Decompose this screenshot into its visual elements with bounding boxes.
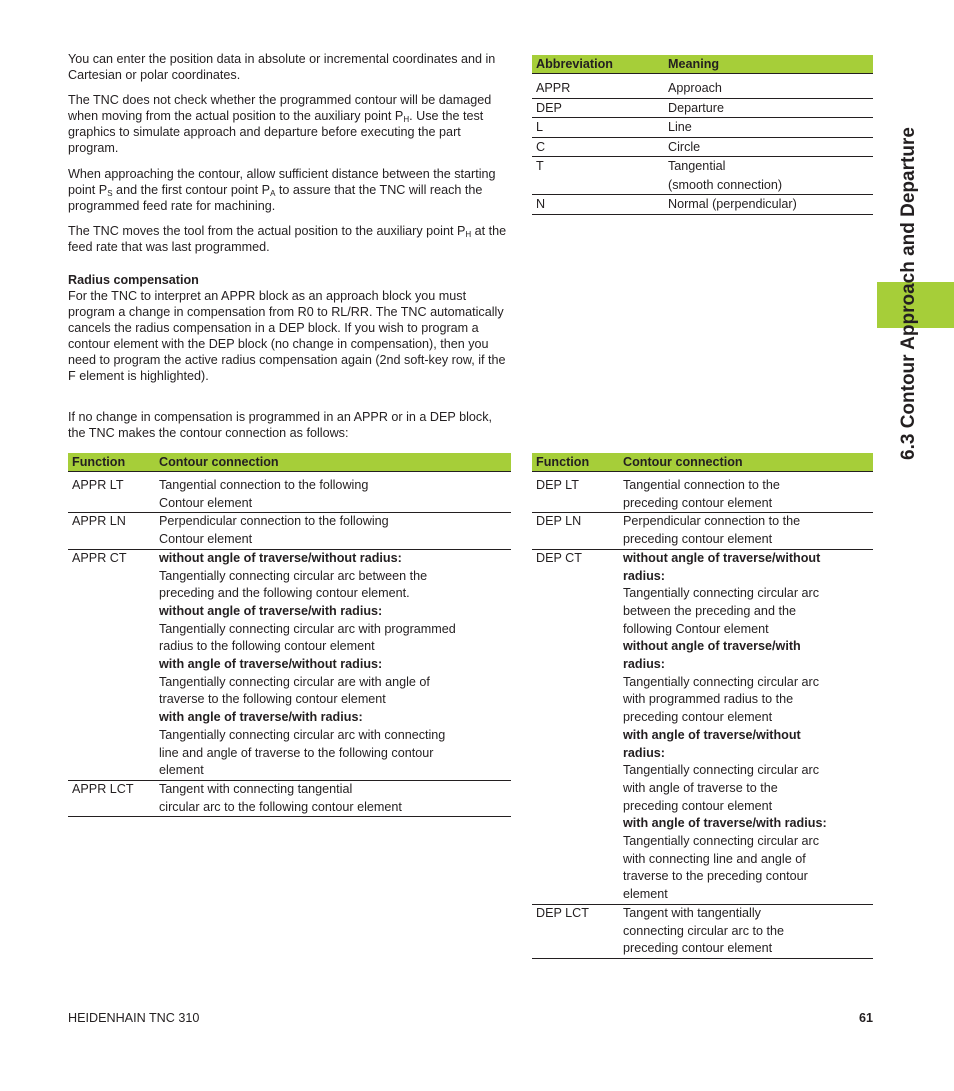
connection-line: following Contour element	[623, 621, 769, 636]
connection-cell	[155, 472, 511, 513]
connection-line: Tangential connection to the following	[159, 478, 369, 492]
column-header: Function	[68, 453, 155, 472]
subscript: H	[465, 230, 472, 239]
connection-line: preceding and the following contour element.	[159, 586, 410, 601]
table-row	[532, 74, 873, 99]
connection-line: Tangentially connecting circular arc	[623, 834, 820, 849]
connection-line: radius to the following contour element	[159, 639, 375, 654]
column-header: Meaning	[664, 55, 873, 74]
connection-line: radius:	[623, 657, 665, 672]
connection-line: radius:	[623, 568, 665, 583]
table-header-row	[532, 55, 873, 74]
connection-cell	[619, 549, 873, 904]
function-cell: APPR LN	[68, 513, 155, 549]
connection-line: Tangential connection to the	[623, 478, 780, 492]
function-cell: DEP CT	[532, 549, 619, 904]
connection-line: connecting circular arc to the	[623, 923, 785, 938]
connection-cell	[155, 513, 511, 549]
intro-paragraph-1	[68, 51, 510, 83]
subscript: S	[107, 189, 113, 198]
connection-line: without angle of traverse/without	[623, 550, 821, 565]
connection-line: Tangentially connecting circular are with angle of	[159, 674, 430, 689]
chapter-title: 6.3 Contour Approach and Departure	[898, 127, 919, 460]
subscript: A	[270, 189, 276, 198]
connection-line: preceding contour element	[623, 532, 773, 547]
table-row	[68, 513, 511, 549]
function-cell: DEP LT	[532, 472, 619, 513]
meaning-line: Tangential	[668, 159, 726, 173]
table-row	[532, 513, 873, 549]
column-header: Contour connection	[155, 453, 511, 472]
table-row	[68, 549, 511, 780]
connection-line: Tangentially connecting circular arc with programmed	[159, 621, 456, 636]
connection-line: with angle of traverse to the	[623, 780, 778, 795]
connection-line: Contour element	[159, 495, 253, 510]
table-row	[532, 472, 873, 513]
connection-line: with angle of traverse/without	[623, 727, 801, 742]
table-row	[68, 780, 511, 816]
connection-cell	[619, 904, 873, 958]
connection-line: traverse to the following contour element	[159, 692, 386, 707]
connection-cell	[155, 549, 511, 780]
intro-text: The TNC does not check whether the programmed contour will be damaged when moving from the actual position to the auxiliary point P	[68, 93, 492, 123]
connection-intro-paragraph: If no change in compensation is programmed in an APPR or in a DEP block, the TNC makes the contour connection as follows:	[68, 410, 492, 440]
connection-line: between the preceding and the	[623, 603, 796, 618]
intro-text: You can enter the position data in absolute or incremental coordinates and in Cartesian or polar coordinates.	[68, 52, 496, 82]
column-header: Abbreviation	[532, 55, 664, 74]
table-row	[532, 137, 873, 157]
table-row	[532, 118, 873, 138]
intro-text: and the first contour point P	[112, 183, 271, 197]
abbreviation-table	[532, 55, 873, 215]
table-header-row	[68, 453, 511, 472]
meaning-cell: Normal (perpendicular)	[664, 195, 873, 215]
table-row	[532, 195, 873, 215]
footer-product: HEIDENHAIN TNC 310	[68, 1011, 200, 1025]
connection-line: preceding contour element	[623, 495, 773, 510]
connection-line: Tangentially connecting circular arc	[623, 674, 820, 689]
meaning-cell: Approach	[664, 74, 873, 99]
connection-line: Tangentially connecting circular arc	[623, 763, 820, 778]
connection-line: Tangentially connecting circular arc with connecting	[159, 727, 446, 742]
connection-cell	[155, 780, 511, 816]
abbr-cell: N	[532, 195, 664, 215]
intro-text: When approaching the contour, allow sufficient distance between the starting point P	[68, 167, 496, 197]
meaning-cell	[664, 157, 873, 195]
function-cell: APPR LT	[68, 472, 155, 513]
column-header: Function	[532, 453, 619, 472]
connection-line: Tangent with connecting tangential	[159, 781, 353, 796]
function-cell: DEP LN	[532, 513, 619, 549]
connection-line: preceding contour element	[623, 941, 773, 956]
appr-table-body	[68, 472, 511, 817]
connection-line: element	[623, 887, 668, 902]
connection-line: element	[159, 763, 204, 778]
connection-line: preceding contour element	[623, 798, 773, 813]
intro-text: The TNC moves the tool from the actual position to the auxiliary point P	[68, 224, 466, 238]
connection-line: Contour element	[159, 532, 253, 547]
connection-cell	[619, 513, 873, 549]
connection-line: with angle of traverse/with radius:	[623, 816, 827, 831]
meaning-line: (smooth connection)	[668, 177, 783, 192]
appr-function-table	[68, 453, 511, 817]
meaning-cell: Departure	[664, 98, 873, 118]
abbr-cell: DEP	[532, 98, 664, 118]
intro-paragraph-2	[68, 92, 510, 156]
meaning-cell: Line	[664, 118, 873, 138]
connection-line: Perpendicular connection to the	[623, 514, 801, 529]
radius-paragraph: For the TNC to interpret an APPR block as an approach block you must program a change in compensation from R0 to RL/RR. The TNC automatically cancels the radius compensation in a DEP block. If you wish to program a contour element with the DEP block (no change in compensation), then you need to program the active radius compensation again (2nd soft-key row, if the F element is highlighted).	[68, 289, 506, 383]
connection-line: circular arc to the following contour element	[159, 799, 402, 814]
connection-line: radius:	[623, 745, 665, 760]
table-row	[532, 98, 873, 118]
abbr-cell: APPR	[532, 74, 664, 99]
dep-table-body	[532, 472, 873, 959]
function-cell: DEP LCT	[532, 904, 619, 958]
table-header-row	[532, 453, 873, 472]
dep-function-table	[532, 453, 873, 959]
connection-line: without angle of traverse/without radius:	[159, 550, 402, 565]
connection-line: without angle of traverse/with	[623, 639, 801, 654]
intro-text: . Use the test graphics to simulate approach and departure before executing the part program.	[68, 109, 484, 155]
connection-line: Tangentially connecting circular arc	[623, 586, 820, 601]
connection-line: Tangentially connecting circular arc between the	[159, 568, 428, 583]
intro-text: at the feed rate that was last programmed.	[68, 224, 507, 254]
abbr-cell: T	[532, 157, 664, 195]
connection-line: Tangent with tangentially	[623, 905, 761, 920]
meaning-cell: Circle	[664, 137, 873, 157]
connection-line: with programmed radius to the	[623, 692, 794, 707]
connection-line: traverse to the preceding contour	[623, 869, 808, 884]
abbr-cell: C	[532, 137, 664, 157]
connection-cell	[619, 472, 873, 513]
table-row	[532, 904, 873, 958]
table-row	[68, 472, 511, 513]
connection-line: preceding contour element	[623, 710, 773, 725]
section-heading: Radius compensation	[68, 273, 199, 287]
table-row	[532, 157, 873, 195]
function-cell: APPR LCT	[68, 780, 155, 816]
table-row	[532, 549, 873, 904]
abbr-cell: L	[532, 118, 664, 138]
connection-line: line and angle of traverse to the following contour	[159, 745, 434, 760]
connection-line: without angle of traverse/with radius:	[159, 603, 383, 618]
page-number: 61	[858, 1011, 873, 1025]
subscript: H	[403, 115, 410, 124]
column-header: Contour connection	[619, 453, 873, 472]
function-cell: APPR CT	[68, 549, 155, 780]
intro-paragraph-4	[68, 223, 510, 255]
connection-line: with angle of traverse/with radius:	[159, 710, 363, 725]
intro-text: to assure that the TNC will reach the programmed feed rate for machining.	[68, 183, 483, 213]
connection-line: with connecting line and angle of	[623, 851, 806, 866]
intro-paragraph-3	[68, 166, 510, 214]
connection-line: with angle of traverse/without radius:	[159, 657, 383, 672]
connection-line: Perpendicular connection to the following	[159, 514, 389, 529]
